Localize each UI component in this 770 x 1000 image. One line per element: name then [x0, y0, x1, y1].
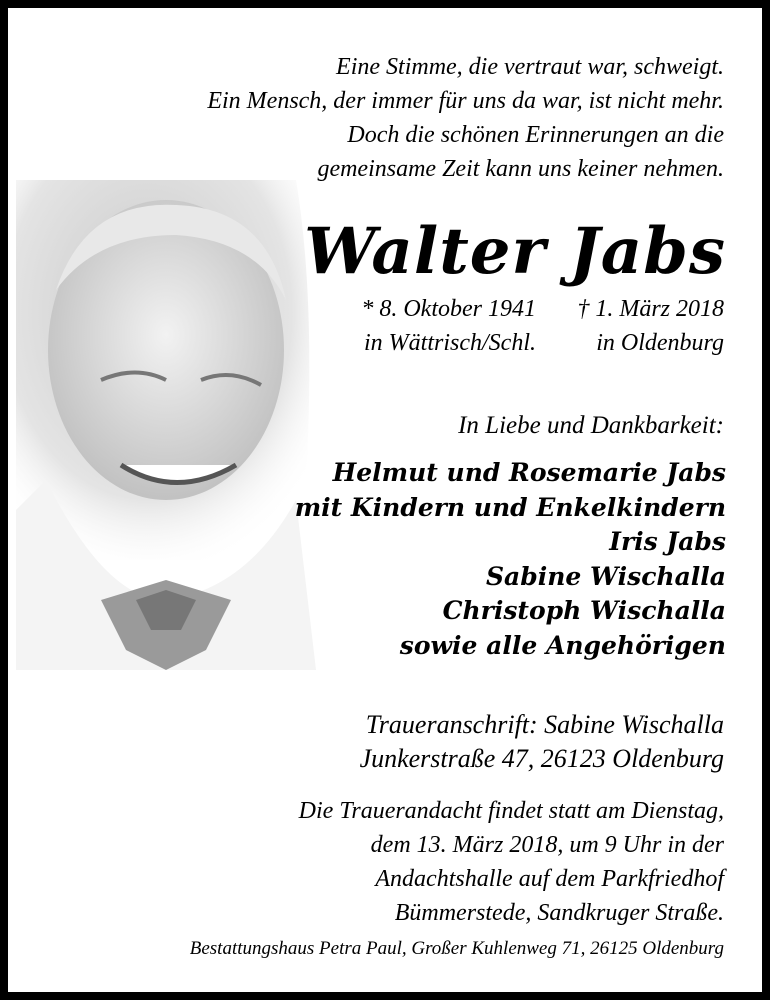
- poem-line: Ein Mensch, der immer für uns da war, ist nicht mehr.: [207, 88, 724, 114]
- birth-date: * 8. Oktober 1941: [361, 296, 536, 322]
- family-member: mit Kindern und Enkelkindern: [294, 492, 726, 522]
- service-line: Andachtshalle auf dem Parkfriedhof: [375, 866, 724, 892]
- service-info: [299, 794, 724, 930]
- family-member: Helmut und Rosemarie Jabs: [332, 458, 726, 487]
- service-line: Bümmerstede, Sandkruger Straße.: [394, 900, 724, 926]
- mourning-address: [360, 708, 724, 776]
- deceased-name: Walter Jabs: [304, 214, 726, 289]
- family-list: [295, 456, 726, 663]
- poem: [207, 50, 724, 186]
- address-line: Junkerstraße 47, 26123 Oldenburg: [359, 744, 724, 773]
- address-line: Traueranschrift: Sabine Wischalla: [365, 710, 724, 739]
- family-member: Iris Jabs: [609, 527, 726, 556]
- family-member: Sabine Wischalla: [485, 561, 726, 591]
- funeral-home-footer: Bestattungshaus Petra Paul, Großer Kuhlenweg 71, 26125 Oldenburg: [189, 938, 724, 959]
- service-line: dem 13. März 2018, um 9 Uhr in der: [370, 832, 724, 858]
- poem-line: gemeinsame Zeit kann uns keiner nehmen.: [317, 156, 724, 182]
- poem-line: Eine Stimme, die vertraut war, schweigt.: [336, 54, 724, 80]
- thanks-line: In Liebe und Dankbarkeit:: [458, 412, 724, 439]
- birth-place: in Wättrisch/Schl.: [364, 330, 536, 356]
- family-member: sowie alle Angehörigen: [399, 630, 726, 660]
- life-dates: [361, 292, 724, 360]
- poem-line: Doch die schönen Erinnerungen an die: [347, 122, 724, 148]
- family-member: Christoph Wischalla: [442, 596, 726, 625]
- death-date: † 1. März 2018: [577, 296, 724, 322]
- service-line: Die Trauerandacht findet statt am Dienstag,: [298, 798, 724, 824]
- death-place: in Oldenburg: [596, 330, 724, 356]
- portrait-photo: [16, 180, 316, 670]
